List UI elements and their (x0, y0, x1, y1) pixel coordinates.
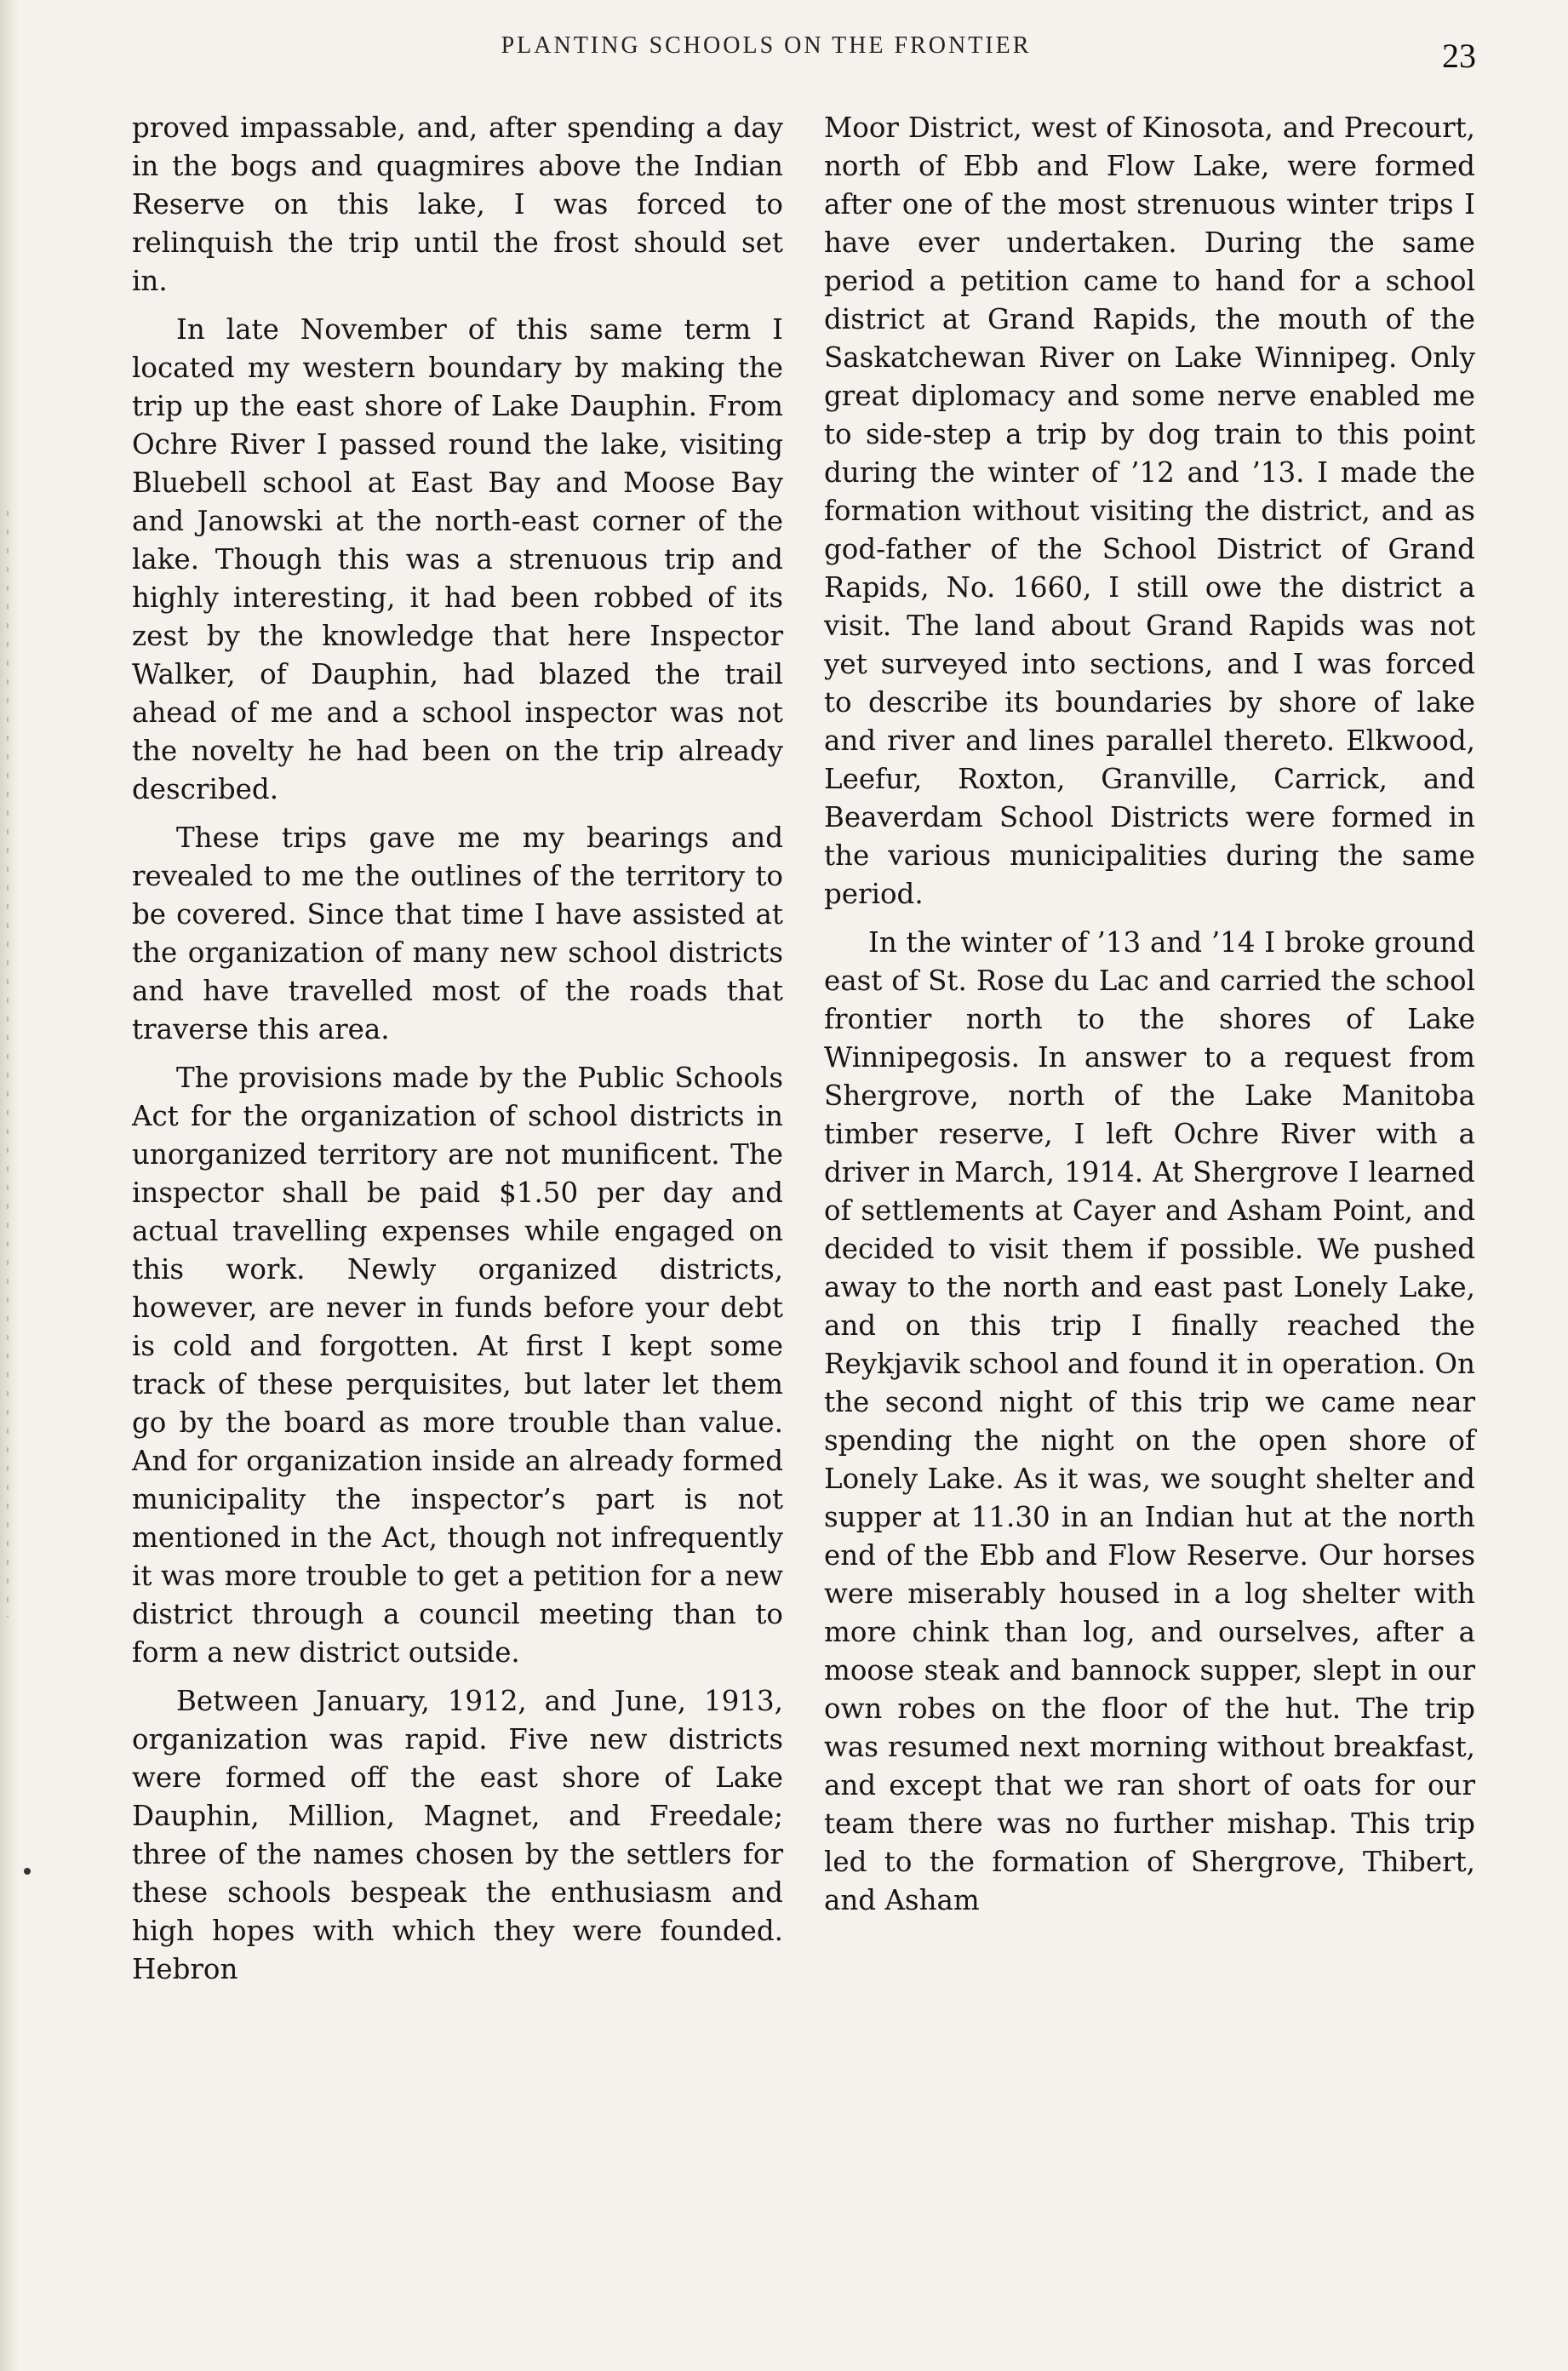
running-head: PLANTING SCHOOLS ON THE FRONTIER (501, 32, 1032, 59)
right-column (824, 109, 1475, 1930)
paragraph: Between January, 1912, and June, 1913, organization was rapid. Five new districts were formed off the east shore of Lake Dauphin, Million, Magnet, and Freedale; three of the names chosen by the settlers for these schools bespeak the enthusiasm and high hopes with which they were founded. Hebron (132, 1685, 783, 1985)
paragraph: These trips gave me my bearings and revealed to me the outlines of the territory to be covered. Since that time I have assisted at the organization of many new school districts and have travelled most of the roads that traverse this area. (132, 822, 783, 1045)
paragraph: The provisions made by the Public Schools Act for the organization of school districts in unorganized territory are not munificent. The inspector shall be paid $1.50 per day and actual travelling expenses while engaged on this work. Newly organized districts, however, are never in funds before your debt is cold and forgotten. At first I kept some track of these perquisites, but later let them go by the board as more trouble than value. And for organization inside an already formed municipality the inspector’s part is not mentioned in the Act, though not infrequently it was more trouble to get a petition for a new district through a council meeting than to form a new district outside. (132, 1062, 783, 1669)
left-column (132, 109, 783, 1999)
paragraph: In the winter of ’13 and ’14 I broke ground east of St. Rose du Lac and carried the school frontier north to the shores of Lake Winnipegosis. In answer to a request from Shergrove, north of the Lake Manitoba timber reserve, I left Ochre River with a driver in March, 1914. At Shergrove I learned of settlements at Cayer and Asham Point, and decided to visit them if possible. We pushed away to the north and east past Lonely Lake, and on this trip I finally reached the Reykjavik school and found it in operation. On the second night of this trip we came near spending the night on the open shore of Lonely Lake. As it was, we sought shelter and supper at 11.30 in an Indian hut at the north end of the Ebb and Flow Reserve. Our horses were miserably housed in a log shelter with more chink than log, and ourselves, after a moose steak and bannock supper, slept in our own robes on the floor of the hut. The trip was resumed next morning without breakfast, and except that we ran short of oats for our team there was no further mishap. This trip led to the formation of Shergrove, Thibert, and Asham (824, 926, 1475, 1916)
scan-edge (0, 0, 19, 2371)
paragraph-continuation: Moor District, west of Kinosota, and Precourt, north of Ebb and Flow Lake, were formed after one of the most strenuous winter trips I have ever undertaken. During the same period a petition came to hand for a school district at Grand Rapids, the mouth of the Saskatchewan River on Lake Winnipeg. Only great diplomacy and some nerve enabled me to side-step a trip by dog train to this point during the winter of ’12 and ’13. I made the formation without visiting the district, and as god-father of the School District of Grand Rapids, No. 1660, I still owe the district a visit. The land about Grand Rapids was not yet surveyed into sections, and I was forced to describe its boundaries by shore of lake and river and lines parallel thereto. Elkwood, Leefur, Roxton, Granville, Carrick, and Beaverdam School Districts were formed in the various municipalities during the same period. (824, 112, 1475, 910)
paragraph: In late November of this same term I located my western boundary by making the trip up the east shore of Lake Dauphin. From Ochre River I passed round the lake, visiting Bluebell school at East Bay and Moose Bay and Janowski at the north-east corner of the lake. Though this was a strenuous trip and highly interesting, it had been robbed of its zest by the knowledge that here Inspector Walker, of Dauphin, had blazed the trail ahead of me and a school inspector was not the novelty he had been on the trip already described. (132, 313, 783, 805)
margin-mark (24, 1868, 31, 1875)
paragraph-continuation: proved impassable, and, after spending a day in the bogs and quagmires above the Indian Reserve on this lake, I was forced to relinquish the trip until the frost should set in. (132, 112, 783, 297)
page-number: 23 (1442, 37, 1476, 75)
